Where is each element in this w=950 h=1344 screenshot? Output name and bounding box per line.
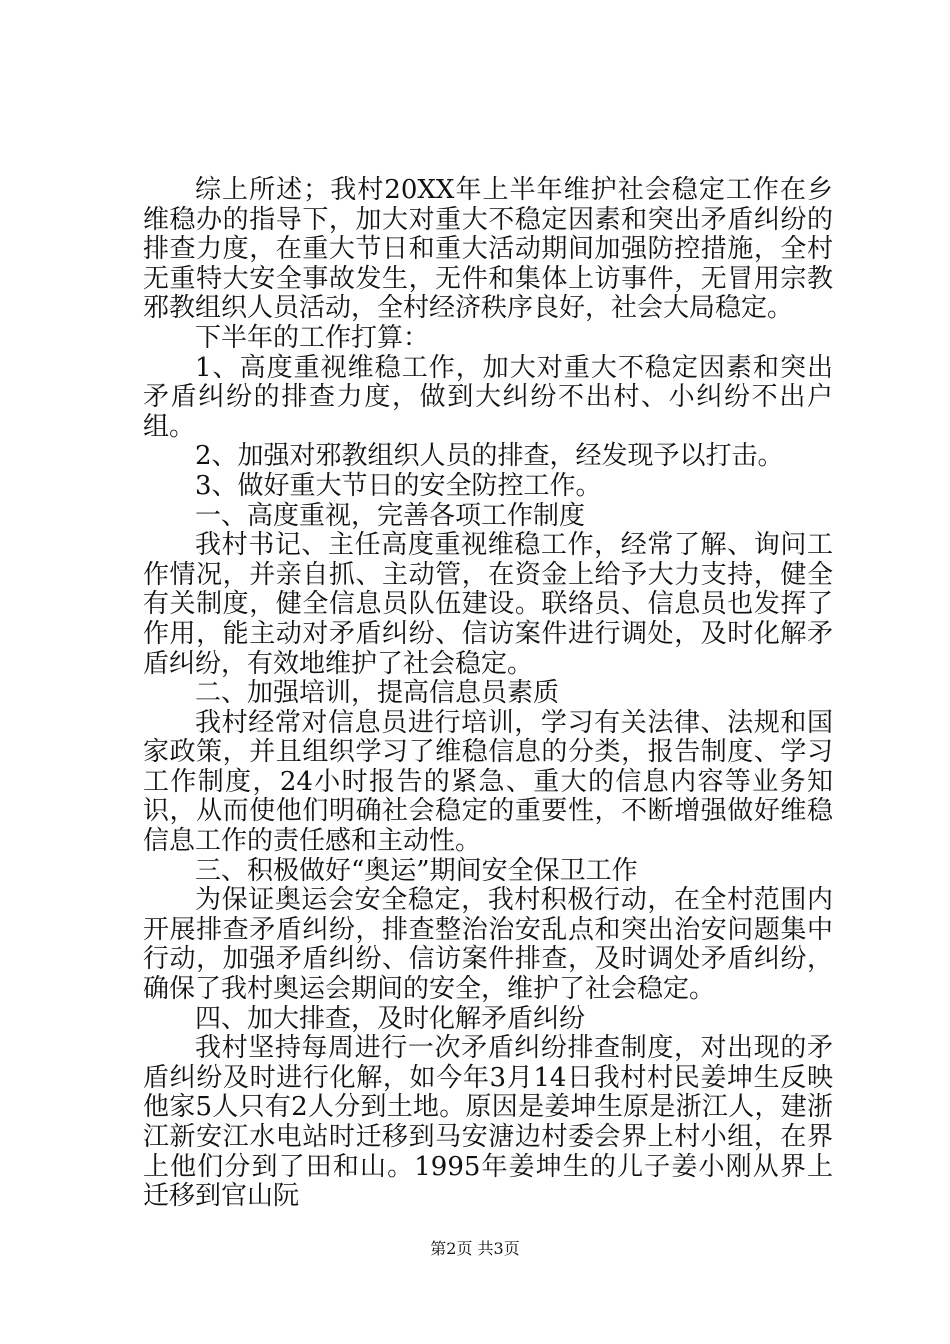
paragraph-plan-heading: 下半年的工作打算： bbox=[195, 322, 430, 353]
section-body-4: 我村坚持每周进行一次矛盾纠纷排查制度，对出现的矛盾纠纷及时进行化解，如今年3月14日我村村民姜坤生反映他家5人只有2人分到土地。原因是姜坤生原是浙江人，建浙江新安江水电站时迁移到马安溏边村委会界上村小组，在界上他们分到了田和山。1995年姜坤生的儿子姜小刚从界上迁移到官山阮 bbox=[143, 1033, 833, 1212]
page-footer bbox=[0, 1239, 950, 1259]
section-heading-3: 三、积极做好“奥运”期间安全保卫工作 bbox=[195, 855, 638, 886]
section-body-1: 我村书记、主任高度重视维稳工作，经常了解、询问工作情况，并亲自抓、主动管，在资金上给予大力支持，健全有关制度，健全信息员队伍建设。联络员、信息员也发挥了作用，能主动对矛盾纠纷、信访案件进行调处，及时化解矛盾纠纷，有效地维护了社会稳定。 bbox=[143, 530, 833, 679]
paragraph-plan-item-3: 3、做好重大节日的安全防控工作。 bbox=[195, 470, 602, 501]
section-heading-4: 四、加大排查，及时化解矛盾纠纷 bbox=[195, 1003, 586, 1034]
section-body-3: 为保证奥运会安全稳定，我村积极行动，在全村范围内开展排查矛盾纠纷，排查整治治安乱点和突出治安问题集中行动，加强矛盾纠纷、信访案件排查，及时调处矛盾纠纷，确保了我村奥运会期间的安全，维护了社会稳定。 bbox=[143, 885, 833, 1005]
paragraph-plan-item-2: 2、加强对邪教组织人员的排查，经发现予以打击。 bbox=[195, 441, 784, 472]
page-number-label: 第2页 共3页 bbox=[430, 1239, 520, 1258]
paragraph-summary: 综上所述；我村20XX年上半年维护社会稳定工作在乡维稳办的指导下，加大对重大不稳定因素和突出矛盾纠纷的排查力度，在重大节日和重大活动期间加强防控措施，全村无重特大安全事故发生，无件和集体上访事件，无冒用宗教邪教组织人员活动，全村经济秩序良好，社会大局稳定。 bbox=[143, 175, 833, 324]
section-heading-2: 二、加强培训，提高信息员素质 bbox=[195, 678, 560, 709]
document-body bbox=[143, 176, 833, 1212]
section-body-2: 我村经常对信息员进行培训，学习有关法律、法规和国家政策，并且组织学习了维稳信息的分类，报告制度、学习工作制度，24小时报告的紧急、重大的信息内容等业务知识，从而使他们明确社会稳定的重要性，不断增强做好维稳信息工作的责任感和主动性。 bbox=[143, 707, 833, 857]
section-heading-1: 一、高度重视，完善各项工作制度 bbox=[195, 500, 586, 531]
paragraph-plan-item-1: 1、高度重视维稳工作，加大对重大不稳定因素和突出矛盾纠纷的排查力度，做到大纠纷不出村、小纠纷不出户组。 bbox=[143, 352, 833, 442]
